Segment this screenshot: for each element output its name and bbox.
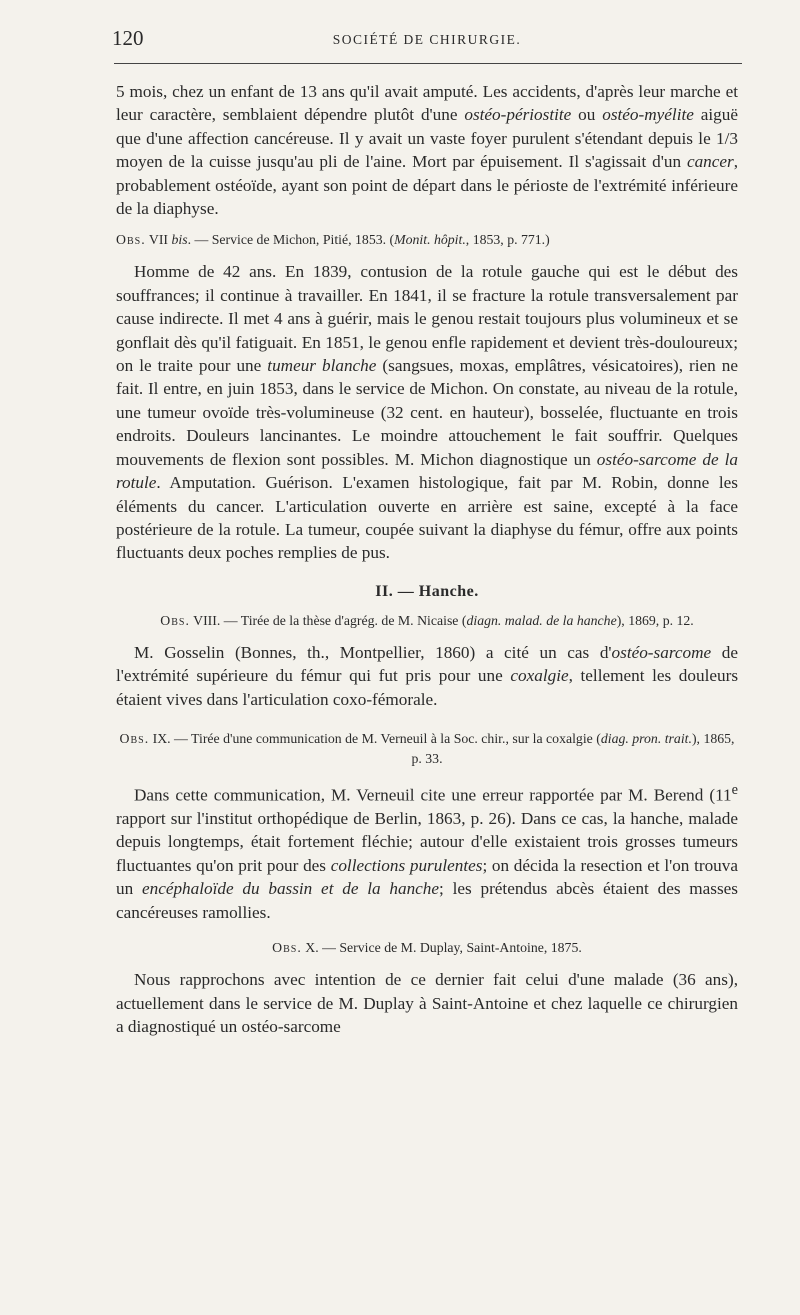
italic-text: ostéo-sarcome <box>611 642 712 662</box>
text: IX. — Tirée d'une communication de M. Verneuil à la Soc. chir., sur la coxalgie ( <box>149 730 601 746</box>
obs-label: Obs. <box>116 232 146 248</box>
text: rapport sur l'institut orthopédique de Berlin, 1863, p. 26). Dans ce cas, la hanche, malade depuis longtemps, était fortement fléchie; autour d'elle existaient trois grosses tumeurs fluctuantes qu'on prit pour des <box>116 809 738 875</box>
text: , tellement les douleurs étaient vives dans l'articulation coxo-fémorale. <box>116 666 739 709</box>
text: ; on décida la resection et l'on trouva un <box>116 855 738 899</box>
obs-label: Obs. <box>160 612 190 628</box>
text: . Amputation. Guérison. L'examen histologique, fait par M. Robin, donne les éléments du cancer. L'articulation ouverte en arrière est saine, excepté à la face postérieure de la rotule. La tumeur, coupée suivant la diaphyse du fémur, offre aux points fluctuants deux poches remplies de pus. <box>116 473 738 563</box>
page-number: 120 <box>112 26 144 50</box>
text: . — Service de Michon, Pitié, 1853. ( <box>187 232 395 248</box>
italic-text: diag. pron. trait. <box>600 730 692 746</box>
italic-text: diagn. malad. de la hanche <box>466 612 617 628</box>
text: Homme de 42 ans. En 1839, contusion de la rotule gauche qui est le début des souffrances; il continue à travailler. En 1841, il se fracture la rotule transversalement par cause indirecte. Il met 4 ans à guérir, mais le genou restait toujours plus volumineux et se gonflait dès qu'il fatiguait. En 1851, le genou enfle rapidement et devient très-douloureux; on le traite pour une <box>116 262 738 376</box>
italic-text: Monit. hôpit. <box>394 232 466 248</box>
italic-text: ostéo-myélite <box>602 105 694 125</box>
text: ou <box>571 105 603 125</box>
text: ), 1869, p. 12. <box>616 612 694 628</box>
paragraph-obs-x: Nous rapprochons avec intention de ce dernier fait celui d'une malade (36 ans), actuellement dans le service de M. Duplay à Saint-Antoine et chez laquelle ce chirurgien a diagnostiqué un ostéo-sarcome <box>116 970 738 1036</box>
observation-heading-ix <box>116 729 738 769</box>
section-heading: II. — Hanche. <box>375 582 479 600</box>
italic-text: encéphaloïde du bassin et de la hanche <box>141 879 440 899</box>
paragraph-obs-vii <box>116 260 738 564</box>
observation-heading-vii <box>116 230 738 250</box>
text: VII <box>145 232 172 248</box>
text: , 1853, p. 771.) <box>465 232 550 248</box>
running-head: SOCIÉTÉ DE CHIRURGIE. <box>332 32 522 47</box>
text: , probablement ostéoïde, ayant son point de départ dans le périoste de l'extrémité inférieure de la diaphyse. <box>116 152 738 219</box>
text: ), 1865, p. 33. <box>411 730 735 766</box>
italic-text: tumeur blanche <box>267 356 377 376</box>
text: ; les prétendus abcès étaient des masses cancéreuses ramollies. <box>116 879 738 922</box>
paragraph-continuation <box>116 80 738 220</box>
italic-text: cancer <box>686 152 734 172</box>
paragraph-obs-viii <box>116 641 738 711</box>
text: (sangsues, moxas, emplâtres, vésicatoires), rien ne fait. Il entre, en juin 1853, dans le service de Michon. On constate, au niveau de la rotule, une tumeur ovoïde très-volumineuse (32 cent. en hauteur), bosselée, fluctuante en trois endroits. Douleurs lancinantes. Le moindre attouchement le fait souffrir. Quelques mouvements de flexion sont possibles. M. Michon diagnostique un <box>116 356 738 469</box>
text: aiguë que d'une affection cancéreuse. Il y avait un vaste foyer purulent s'étendant depuis le 1/3 moyen de la cuisse jusqu'au pli de l'aine. Mort par épuisement. Il s'agissait d'un <box>116 105 738 172</box>
obs-label: Obs. <box>272 940 302 956</box>
text: de l'extrémité supérieure du fémur qui fut pris pour une <box>116 642 738 686</box>
observation-heading-x <box>116 938 738 958</box>
text: M. Gosselin (Bonnes, th., Montpellier, 1860) a cité un cas d' <box>134 642 612 662</box>
italic-text: coxalgie <box>510 666 569 686</box>
text: 5 mois, chez un enfant de 13 ans qu'il avait amputé. Les accidents, d'après leur marche et leur caractère, semblaient dépendre plutôt d'une <box>116 82 738 125</box>
observation-heading-viii <box>116 611 738 631</box>
text: VIII. — Tirée de la thèse d'agrég. de M. Nicaise ( <box>189 612 467 628</box>
page-header <box>112 26 742 54</box>
text: X. — Service de M. Duplay, Saint-Antoine, 1875. <box>301 940 582 956</box>
page-body <box>116 80 738 1038</box>
italic-text: ostéo-sarcome de la rotule <box>116 449 738 493</box>
header-rule <box>114 63 742 64</box>
italic-text: bis <box>171 232 188 248</box>
superscript: e <box>731 781 738 798</box>
italic-text: collections purulentes <box>330 855 483 875</box>
paragraph-obs-ix <box>116 779 738 924</box>
obs-label: Obs. <box>119 730 150 746</box>
italic-text: ostéo-périostite <box>464 105 572 125</box>
text: Dans cette communication, M. Verneuil cite une erreur rapportée par M. Berend (11 <box>134 785 732 805</box>
